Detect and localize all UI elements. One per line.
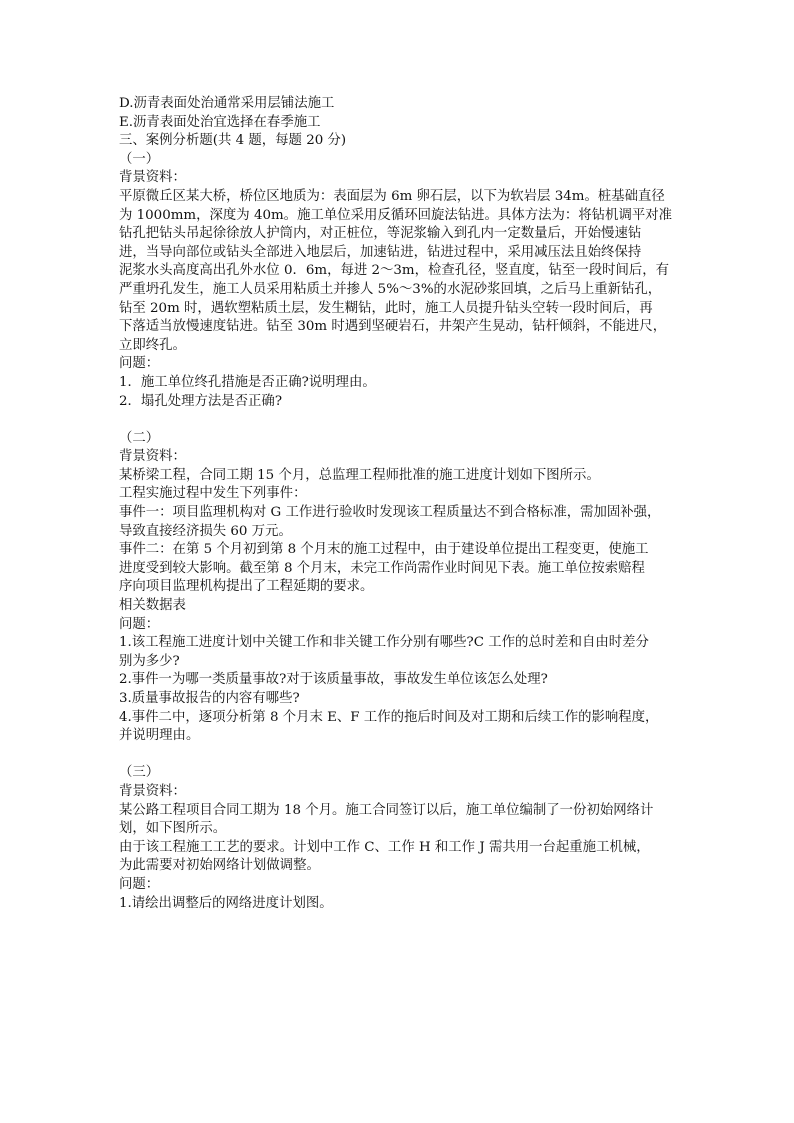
case-3-text-line: 划，如下图所示。 (119, 821, 227, 837)
case-3-text-line: 某公路工程项目合同工期为 18 个月。施工合同签订以后，施工单位编制了一份初始网络计 (119, 802, 654, 818)
case-1-questions-label: 问题： (119, 356, 160, 372)
case-2-question: 别为多少? (119, 653, 180, 669)
case-2-background-label: 背景资料： (119, 449, 186, 465)
case-2-text-line: 事件一：项目监理机构对 G 工作进行验收时发现该工程质量达不到合格标准，需加固补强， (119, 505, 661, 521)
case-2-question: 3.质量事故报告的内容有哪些? (119, 691, 300, 706)
case-3-questions-label: 问题： (119, 876, 160, 892)
blank-line (119, 746, 679, 765)
case-1-text-line: 进，当导向部位或钻头全部进入地层后，加速钻进，钻进过程中，采用减压法且始终保持 (119, 244, 642, 260)
case-2-table-caption: 相关数据表 (119, 598, 186, 614)
section-heading: 三、案例分析题(共 4 题，每题 20 分) (119, 133, 347, 149)
case-1-text-line: 平原微丘区某大桥，桥位区地质为：表面层为 6m 卵石层，以下为软岩层 34m。桩基础直径 (119, 188, 665, 204)
case-2-text-line: 某桥梁工程，合同工期 15 个月，总监理工程师批准的施工进度计划如下图所示。 (119, 467, 600, 483)
case-1-text-line: 钻孔把钻头吊起徐徐放人护筒内，对正桩位，等泥浆输入到孔内一定数量后，开始慢速钻 (119, 226, 642, 242)
case-2-questions-label: 问题： (119, 616, 160, 632)
case-1-question: 1．施工单位终孔措施是否正确?说明理由。 (119, 374, 376, 390)
case-1-text-line: 严重坍孔发生，施工人员采用粘质土并掺人 5%～3%的水泥砂浆回填，之后马上重新钻孔， (119, 281, 662, 297)
case-1-text-line: 立即终孔。 (119, 337, 186, 353)
case-2-heading: （二） (119, 430, 160, 446)
case-2-text-line: 序向项目监理机构提出了工程延期的要求。 (119, 579, 374, 595)
case-3-text-line: 为此需要对初始网络计划做调整。 (119, 858, 320, 874)
case-1-question: 2．塌孔处理方法是否正确? (119, 393, 282, 409)
case-2-question: 1.该工程施工进度计划中关键工作和非关键工作分别有哪些?C 工作的总时差和自由时差分 (119, 635, 649, 651)
case-1-background-label: 背景资料： (119, 170, 186, 186)
case-1-text-line: 泥浆水头高度高出孔外水位 0．6m，每进 2～3m，检查孔径，竖直度，钻至一段时间后，有 (119, 263, 670, 279)
option-d: D.沥青表面处治通常采用层铺法施工 (119, 96, 335, 111)
case-1-text-line: 下落适当放慢速度钻进。钻至 30m 时遇到坚硬岩石，井架产生晃动，钻杆倾斜，不能进尺， (119, 319, 667, 335)
document-body (119, 95, 679, 913)
case-2-text-line: 工程实施过程中发生下列事件： (119, 486, 307, 502)
case-1-text-line: 钻至 20m 时，遇软塑粘质土层，发生糊钻，此时，施工人员提升钻头空转一段时间后，再 (119, 300, 653, 316)
option-e: E.沥青表面处治宜选择在春季施工 (119, 114, 321, 130)
blank-line (119, 411, 679, 430)
case-2-text-line: 事件二：在第 5 个月初到第 8 个月末的施工过程中，由于建设单位提出工程变更，使施工 (119, 542, 649, 558)
case-2-question: 4.事件二中，逐项分析第 8 个月末 E、F 工作的拖后时间及对工期和后续工作的影响程度， (119, 709, 659, 725)
case-2-text-line: 导致直接经济损失 60 万元。 (119, 523, 292, 539)
case-2-text-line: 进度受到较大影响。截至第 8 个月末，未完工作尚需作业时间见下表。施工单位按索赔程 (119, 560, 645, 576)
case-3-heading: （三） (119, 765, 160, 781)
case-1-text-line: 为 1000mm，深度为 40m。施工单位采用反循环回旋法钻进。具体方法为：将钻机调平对准 (119, 207, 673, 223)
case-1-heading: （一） (119, 151, 160, 167)
case-2-question: 并说明理由。 (119, 728, 200, 744)
case-2-question: 2.事件一为哪一类质量事故?对于该质量事故，事故发生单位该怎么处理? (119, 672, 548, 688)
case-3-background-label: 背景资料： (119, 783, 186, 799)
case-3-question: 1.请绘出调整后的网络进度计划图。 (119, 895, 333, 911)
case-3-text-line: 由于该工程施工工艺的要求。计划中工作 C、工作 H 和工作 J 需共用一台起重施工机械， (119, 839, 650, 855)
